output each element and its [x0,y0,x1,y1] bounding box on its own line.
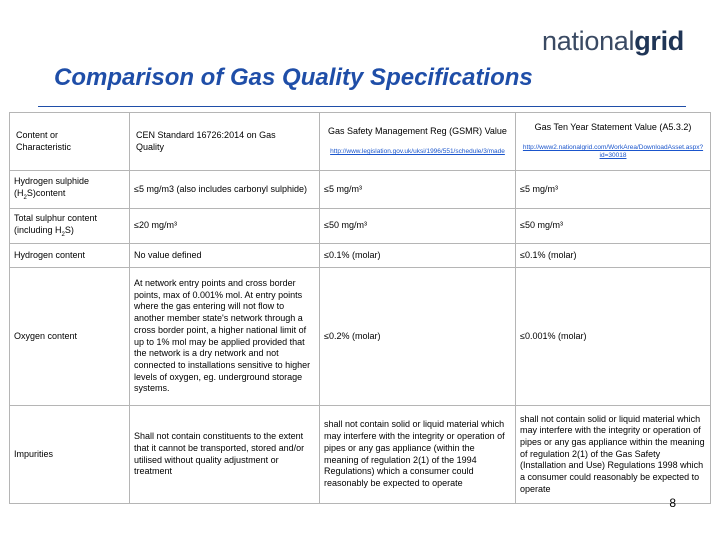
logo-text-national: national [542,26,635,56]
header-gsmr [320,113,516,171]
characteristic-text-post: S) [64,224,74,235]
header-gtys-label: Gas Ten Year Statement Value (A5.3.2) [534,122,692,133]
characteristic-text-pre: Hydrogen sulphide (H [14,176,90,199]
row-gtys-value: shall not contain solid or liquid material which may interfere with the integrity or operation of pipes or any gas appliance within the meaning of regulation 2(1) of the Gas Safety (Installation and Use) Regulations 1998 which a consumer could reasonably be expected to operate [516,406,711,504]
header-gtys [516,113,711,171]
national-grid-logo [542,26,684,57]
title-divider [38,106,686,107]
gsmr-link[interactable]: http://www.legislation.gov.uk/uksi/1996/551/schedule/3/made [330,148,505,156]
header-characteristic-label: Content or Characteristic [16,129,72,152]
row-cen-value: At network entry points and cross border points, max of 0.001% mol. At entry points where the gas entering will not flow to another member state's network through a cross border point, a higher national limit of up to 1% mol may be applied provided that the network is a dry network and not connected to installations sensitive to higher levels of oxygen, eg. underground storage systems. [130,268,320,406]
table-row [10,406,711,504]
row-cen-value: Shall not contain constituents to the extent that it cannot be transported, stored and/or utilised without quality adjustment or treatment [130,406,320,504]
row-cen-value: ≤20 mg/m³ [130,209,320,244]
row-gtys-value: ≤0.001% (molar) [516,268,711,406]
table-row [10,268,711,406]
subscript: 2 [23,194,27,201]
row-gsmr-value: shall not contain solid or liquid material which may interfere with the integrity or operation of pipes or any gas appliance (within the meaning of regulation 2(1) of the 1994 Regulations) which a consumer could reasonably be expected to operate [320,406,516,504]
header-characteristic [10,113,130,171]
gtys-link[interactable]: http://www2.nationalgrid.com/WorkArea/DownloadAsset.aspx?id=30018 [522,143,704,160]
table-row [10,209,711,244]
row-gsmr-value: ≤0.2% (molar) [320,268,516,406]
page-number: 8 [669,496,676,510]
subscript: 2 [61,231,65,238]
header-cen [130,113,320,171]
row-gsmr-value: ≤50 mg/m³ [320,209,516,244]
logo-text-grid: grid [634,26,684,56]
table-row [10,171,711,209]
row-characteristic: Impurities [10,406,130,504]
row-gtys-value: ≤5 mg/m³ [516,171,711,209]
row-characteristic [10,209,130,244]
table-row [10,244,711,268]
row-characteristic: Oxygen content [10,268,130,406]
page-title: Comparison of Gas Quality Specifications [54,64,533,91]
row-gsmr-value: ≤5 mg/m³ [320,171,516,209]
table-header-row [10,113,711,171]
characteristic-text-post: S)content [26,188,66,199]
row-characteristic [10,171,130,209]
row-gsmr-value: ≤0.1% (molar) [320,244,516,268]
row-gtys-value: ≤50 mg/m³ [516,209,711,244]
gas-quality-table [9,112,711,504]
header-cen-label: CEN Standard 16726:2014 on Gas Quality [136,129,276,152]
row-characteristic: Hydrogen content [10,244,130,268]
characteristic-text-pre: Total sulphur content (including H [14,212,98,235]
row-gtys-value: ≤0.1% (molar) [516,244,711,268]
header-gsmr-label: Gas Safety Management Reg (GSMR) Value [328,126,507,137]
row-cen-value: ≤5 mg/m3 (also includes carbonyl sulphide) [130,171,320,209]
row-cen-value: No value defined [130,244,320,268]
